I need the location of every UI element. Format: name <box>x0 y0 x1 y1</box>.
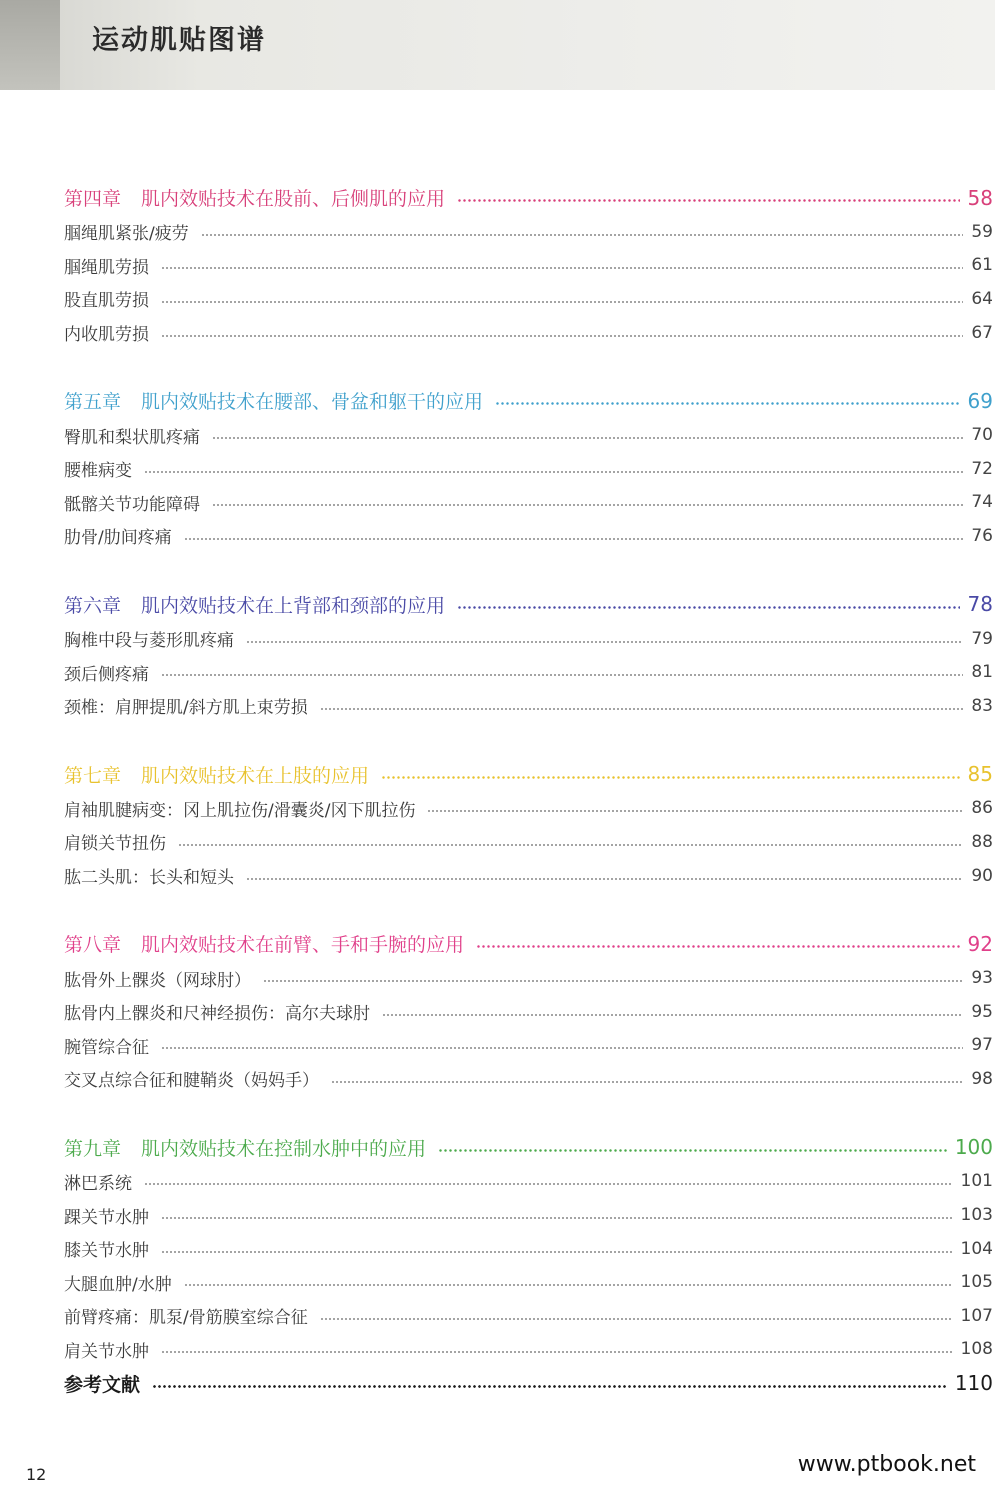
section-title: 腘绳肌劳损 <box>64 257 149 278</box>
section-page-number: 67 <box>971 322 993 343</box>
chapter-title: 肌内效贴技术在前臂、手和手腕的应用 <box>141 934 465 957</box>
dot-leader <box>161 674 963 676</box>
dot-leader <box>320 1318 953 1320</box>
section-row[interactable] <box>64 689 993 723</box>
dot-leader <box>144 471 963 473</box>
chapter-number: 第七章 <box>64 764 122 787</box>
section-title: 胸椎中段与菱形肌疼痛 <box>64 631 234 652</box>
section-row[interactable] <box>64 215 993 249</box>
website-watermark: www.ptbook.net <box>797 1452 976 1477</box>
chapter-number: 第四章 <box>64 188 122 210</box>
section-page-number: 103 <box>960 1205 993 1226</box>
section-row[interactable] <box>64 1165 993 1199</box>
section-page-number: 61 <box>971 255 993 276</box>
section-page-number: 74 <box>971 492 993 513</box>
chapter-heading <box>64 761 369 788</box>
table-of-contents <box>64 180 993 1400</box>
section-row[interactable] <box>64 995 993 1029</box>
section-row[interactable] <box>64 486 993 520</box>
section-page-number: 76 <box>971 525 993 546</box>
section-title: 内收肌劳损 <box>64 325 149 346</box>
section-row[interactable] <box>64 961 993 995</box>
header-tab-decoration <box>0 0 60 90</box>
references-row[interactable] <box>64 1366 993 1400</box>
section-row[interactable] <box>64 452 993 486</box>
section-page-number: 72 <box>971 458 993 479</box>
section-title: 膝关节水肿 <box>64 1241 149 1262</box>
dot-leader <box>246 878 963 880</box>
dot-leader <box>161 267 963 269</box>
section-page-number: 108 <box>960 1339 993 1360</box>
chapter-title: 肌内效贴技术在上肢的应用 <box>141 764 370 787</box>
chapter-page-number: 58 <box>967 185 993 210</box>
section-row[interactable] <box>64 282 993 316</box>
section-title: 大腿血肿/水肿 <box>64 1274 172 1295</box>
chapter-title: 肌内效贴技术在上背部和颈部的应用 <box>141 594 446 617</box>
dot-leader <box>161 1217 953 1219</box>
section-title: 腕管综合征 <box>64 1037 149 1058</box>
dot-leader <box>320 708 963 710</box>
dot-leader <box>161 1047 963 1049</box>
references-title: 参考文献 <box>64 1373 141 1396</box>
section-page-number: 86 <box>971 798 993 819</box>
dot-leader <box>161 335 963 337</box>
section-page-number: 105 <box>960 1272 993 1293</box>
section-title: 肩锁关节扭伤 <box>64 834 166 855</box>
section-title: 股直肌劳损 <box>64 291 149 312</box>
chapter-heading <box>64 184 445 211</box>
section-page-number: 93 <box>971 968 993 989</box>
section-page-number: 98 <box>971 1068 993 1089</box>
dot-leader <box>381 776 960 779</box>
chapter-row[interactable] <box>64 180 993 215</box>
section-title: 肱骨外上髁炎（网球肘） <box>64 970 251 991</box>
section-page-number: 83 <box>971 695 993 716</box>
section-page-number: 95 <box>971 1001 993 1022</box>
section-row[interactable] <box>64 1029 993 1063</box>
section-page-number: 79 <box>971 628 993 649</box>
dot-leader <box>178 844 963 846</box>
dot-leader <box>161 301 963 303</box>
section-title: 颈后侧疼痛 <box>64 664 149 685</box>
chapter-row[interactable] <box>64 383 993 418</box>
section-row[interactable] <box>64 825 993 859</box>
dot-leader <box>331 1081 963 1083</box>
section-title: 淋巴系统 <box>64 1173 132 1194</box>
section-title: 腘绳肌紧张/疲劳 <box>64 224 189 245</box>
section-row[interactable] <box>64 418 993 452</box>
section-page-number: 81 <box>971 662 993 683</box>
section-row[interactable] <box>64 622 993 656</box>
chapter-page-number: 92 <box>967 931 993 956</box>
chapter-row[interactable] <box>64 926 993 961</box>
dot-leader <box>184 538 963 540</box>
dot-leader <box>457 606 960 609</box>
dot-leader <box>476 945 960 948</box>
dot-leader <box>184 1284 953 1286</box>
dot-leader <box>161 1251 953 1253</box>
chapter-number: 第五章 <box>64 391 122 414</box>
chapter-heading <box>64 591 445 618</box>
chapter-title: 肌内效贴技术在腰部、骨盆和躯干的应用 <box>141 391 484 414</box>
section-title: 骶髂关节功能障碍 <box>64 494 200 515</box>
chapter-heading <box>64 387 483 414</box>
section-row[interactable] <box>64 1333 993 1367</box>
section-title: 肱二头肌：长头和短头 <box>64 868 234 889</box>
section-title: 踝关节水肿 <box>64 1207 149 1228</box>
dot-leader <box>152 1385 947 1388</box>
section-page-number: 97 <box>971 1035 993 1056</box>
dot-leader <box>457 199 960 202</box>
dot-leader <box>382 1014 963 1016</box>
chapter-heading <box>64 930 464 957</box>
dot-leader <box>246 641 963 643</box>
section-row[interactable] <box>64 792 993 826</box>
chapter-row[interactable] <box>64 757 993 792</box>
chapter-page-number: 100 <box>954 1135 993 1160</box>
section-title: 腰椎病变 <box>64 461 132 482</box>
dot-leader <box>161 1351 953 1353</box>
section-row[interactable] <box>64 1198 993 1232</box>
section-row[interactable] <box>64 1062 993 1096</box>
section-title: 肩袖肌腱病变：冈上肌拉伤/滑囊炎/冈下肌拉伤 <box>64 800 416 821</box>
section-row[interactable] <box>64 1232 993 1266</box>
chapter-page-number: 85 <box>967 762 993 787</box>
section-page-number: 59 <box>971 221 993 242</box>
dot-leader <box>263 980 963 982</box>
section-row[interactable] <box>64 519 993 553</box>
dot-leader <box>427 810 963 812</box>
section-title: 肩关节水肿 <box>64 1341 149 1362</box>
chapter-row[interactable] <box>64 587 993 622</box>
section-row[interactable] <box>64 859 993 893</box>
section-page-number: 88 <box>971 831 993 852</box>
section-page-number: 101 <box>960 1171 993 1192</box>
page-number: 12 <box>26 1465 47 1484</box>
chapter-row[interactable] <box>64 1130 993 1165</box>
chapter-number: 第六章 <box>64 594 122 617</box>
references-page-number: 110 <box>954 1371 993 1396</box>
dot-leader <box>201 234 963 236</box>
chapter-number: 第九章 <box>64 1137 122 1160</box>
section-title: 颈椎：肩胛提肌/斜方肌上束劳损 <box>64 698 308 719</box>
section-page-number: 104 <box>960 1238 993 1259</box>
dot-leader <box>144 1183 953 1185</box>
chapter-number: 第八章 <box>64 934 122 957</box>
chapter-heading <box>64 1134 426 1161</box>
chapter-page-number: 78 <box>967 592 993 617</box>
dot-leader <box>438 1149 947 1152</box>
header-band <box>0 0 995 90</box>
section-page-number: 70 <box>971 425 993 446</box>
chapter-title: 肌内效贴技术在控制水肿中的应用 <box>141 1137 427 1160</box>
section-row[interactable] <box>64 655 993 689</box>
section-row[interactable] <box>64 1299 993 1333</box>
section-title: 臀肌和梨状肌疼痛 <box>64 427 200 448</box>
section-title: 交叉点综合征和腱鞘炎（妈妈手） <box>64 1071 319 1092</box>
section-row[interactable] <box>64 316 993 350</box>
section-page-number: 90 <box>971 865 993 886</box>
dot-leader <box>495 402 960 405</box>
book-title: 运动肌贴图谱 <box>92 25 266 56</box>
chapter-page-number: 69 <box>967 388 993 413</box>
dot-leader <box>212 504 963 506</box>
chapter-title: 肌内效贴技术在股前、后侧肌的应用 <box>141 188 446 210</box>
section-row[interactable] <box>64 1265 993 1299</box>
section-page-number: 107 <box>960 1305 993 1326</box>
dot-leader <box>212 437 963 439</box>
section-row[interactable] <box>64 249 993 283</box>
section-title: 肱骨内上髁炎和尺神经损伤：高尔夫球肘 <box>64 1004 370 1025</box>
section-title: 肋骨/肋间疼痛 <box>64 528 172 549</box>
section-page-number: 64 <box>971 288 993 309</box>
section-title: 前臂疼痛：肌泵/骨筋膜室综合征 <box>64 1308 308 1329</box>
